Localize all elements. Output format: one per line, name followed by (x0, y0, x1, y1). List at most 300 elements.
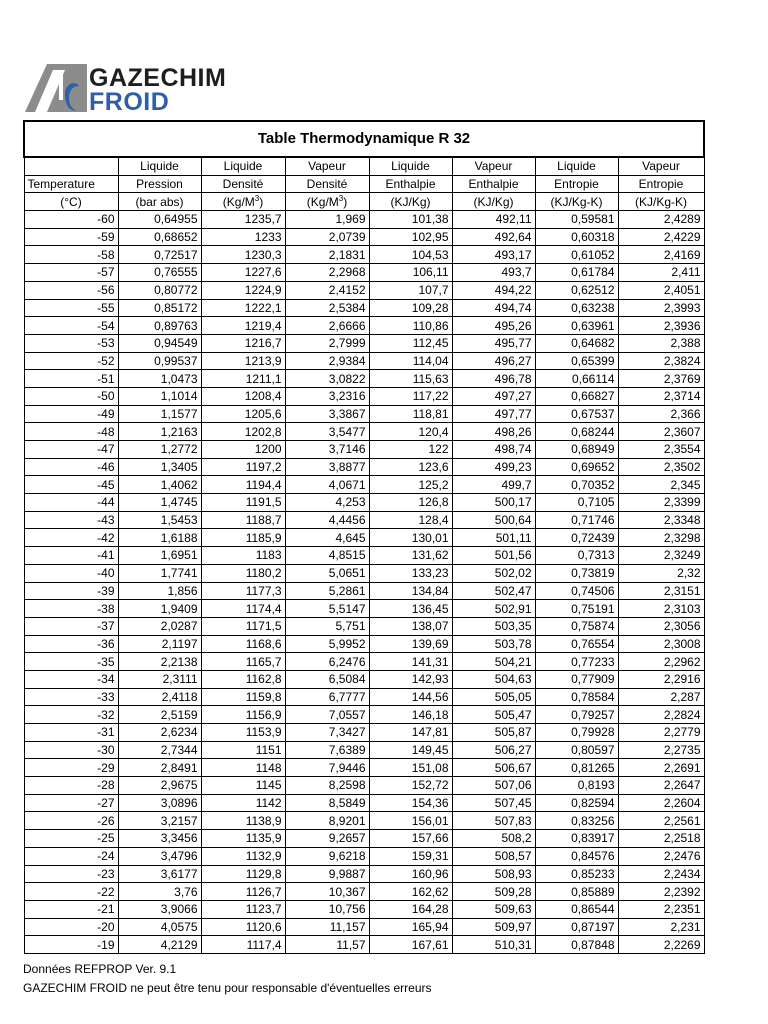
table-cell: 504,63 (452, 670, 535, 688)
table-cell: 507,45 (452, 794, 535, 812)
table-cell: 0,59581 (535, 211, 618, 229)
table-cell: 2,9384 (285, 352, 369, 370)
table-cell: 2,4289 (618, 211, 704, 229)
table-row (24, 865, 704, 883)
table-cell: 2,411 (618, 264, 704, 282)
table-cell: 7,9446 (285, 759, 369, 777)
table-row (24, 617, 704, 635)
table-cell: 3,2157 (118, 812, 201, 830)
table-cell: 126,8 (369, 494, 452, 512)
header-cell: Liquide (201, 157, 285, 175)
table-cell: 1227,6 (201, 264, 285, 282)
table-cell: 3,7146 (285, 441, 369, 459)
table-cell: 125,2 (369, 476, 452, 494)
table-row (24, 900, 704, 918)
table-cell: 0,83917 (535, 830, 618, 848)
table-cell: 2,2561 (618, 812, 704, 830)
table-cell: 509,28 (452, 883, 535, 901)
table-cell: 167,61 (369, 936, 452, 954)
gazechim-logo-mark-icon (25, 64, 87, 112)
table-cell: -21 (24, 900, 118, 918)
table-cell: 0,76555 (118, 264, 201, 282)
table-cell: 147,81 (369, 724, 452, 742)
table-cell: 3,76 (118, 883, 201, 901)
table-cell: 0,87848 (535, 936, 618, 954)
table-cell: 6,7777 (285, 688, 369, 706)
table-cell: 5,9952 (285, 635, 369, 653)
table-cell: 506,27 (452, 741, 535, 759)
header-row-2 (24, 175, 704, 193)
table-cell: -43 (24, 511, 118, 529)
table-cell: 2,8491 (118, 759, 201, 777)
table-cell: 2,0287 (118, 617, 201, 635)
table-cell: 5,0651 (285, 564, 369, 582)
table-cell: 1,6188 (118, 529, 201, 547)
table-cell: 0,79928 (535, 724, 618, 742)
table-cell: 0,73819 (535, 564, 618, 582)
header-row-1 (24, 157, 704, 175)
table-cell: 1,3405 (118, 458, 201, 476)
table-cell: 5,751 (285, 617, 369, 635)
table-cell: 0,81265 (535, 759, 618, 777)
table-cell: 1145 (201, 777, 285, 795)
table-cell: 2,3824 (618, 352, 704, 370)
header-cell: Densité (201, 175, 285, 193)
table-cell: -28 (24, 777, 118, 795)
table-cell: 1123,7 (201, 900, 285, 918)
table-cell: -48 (24, 423, 118, 441)
table-cell: 2,3008 (618, 635, 704, 653)
table-cell: 4,0671 (285, 476, 369, 494)
table-cell: 1,5453 (118, 511, 201, 529)
table-cell: 3,6177 (118, 865, 201, 883)
table-cell: 501,11 (452, 529, 535, 547)
table-cell: 1151 (201, 741, 285, 759)
table-row (24, 281, 704, 299)
table-cell: 10,756 (285, 900, 369, 918)
table-cell: 0,79257 (535, 706, 618, 724)
table-cell: 1194,4 (201, 476, 285, 494)
table-cell: 9,6218 (285, 847, 369, 865)
header-cell: Enthalpie (369, 175, 452, 193)
table-cell: 2,7999 (285, 334, 369, 352)
table-cell: 496,27 (452, 352, 535, 370)
table-cell: 0,71746 (535, 511, 618, 529)
table-cell: 3,5477 (285, 423, 369, 441)
table-cell: 3,4796 (118, 847, 201, 865)
table-cell: 144,56 (369, 688, 452, 706)
table-cell: 494,74 (452, 299, 535, 317)
table-cell: -41 (24, 547, 118, 565)
table-cell: 1162,8 (201, 670, 285, 688)
table-row (24, 936, 704, 954)
table-cell: 2,2351 (618, 900, 704, 918)
table-cell: 0,61784 (535, 264, 618, 282)
table-cell: 117,22 (369, 387, 452, 405)
table-cell: 2,2968 (285, 264, 369, 282)
table-cell: 3,0896 (118, 794, 201, 812)
table-cell: -34 (24, 670, 118, 688)
table-cell: 151,08 (369, 759, 452, 777)
table-cell: 0,76554 (535, 635, 618, 653)
table-cell: 503,35 (452, 617, 535, 635)
table-cell: 0,99537 (118, 352, 201, 370)
table-cell: 0,63238 (535, 299, 618, 317)
header-cell: Temperature (24, 175, 118, 193)
table-cell: 500,17 (452, 494, 535, 512)
table-cell: 0,64955 (118, 211, 201, 229)
table-row (24, 264, 704, 282)
table-cell: 2,3607 (618, 423, 704, 441)
header-cell: Entropie (618, 175, 704, 193)
table-cell: 3,8877 (285, 458, 369, 476)
table-cell: 0,60318 (535, 228, 618, 246)
table-cell: -23 (24, 865, 118, 883)
table-cell: -58 (24, 246, 118, 264)
table-cell: 1132,9 (201, 847, 285, 865)
table-cell: 2,2604 (618, 794, 704, 812)
table-cell: 1,7741 (118, 564, 201, 582)
table-cell: 2,6666 (285, 317, 369, 335)
table-cell: -51 (24, 370, 118, 388)
header-cell: Liquide (535, 157, 618, 175)
table-cell: 2,6234 (118, 724, 201, 742)
table-cell: -20 (24, 918, 118, 936)
table-row (24, 812, 704, 830)
table-cell: -27 (24, 794, 118, 812)
table-cell: -24 (24, 847, 118, 865)
table-cell: -25 (24, 830, 118, 848)
table-cell: 497,27 (452, 387, 535, 405)
table-cell: 8,2598 (285, 777, 369, 795)
table-cell: -49 (24, 405, 118, 423)
table-cell: 507,06 (452, 777, 535, 795)
table-row (24, 724, 704, 742)
table-cell: 5,5147 (285, 600, 369, 618)
table-row (24, 334, 704, 352)
table-row (24, 706, 704, 724)
table-cell: 139,69 (369, 635, 452, 653)
table-cell: 1222,1 (201, 299, 285, 317)
table-cell: -40 (24, 564, 118, 582)
table-cell: 159,31 (369, 847, 452, 865)
table-row (24, 458, 704, 476)
table-cell: 0,89763 (118, 317, 201, 335)
table-cell: 2,3936 (618, 317, 704, 335)
table-cell: 508,57 (452, 847, 535, 865)
header-cell: Densité (285, 175, 369, 193)
table-row (24, 441, 704, 459)
table-row (24, 830, 704, 848)
table-cell: 0,82594 (535, 794, 618, 812)
table-cell: -60 (24, 211, 118, 229)
table-cell: 2,0739 (285, 228, 369, 246)
header-cell: Entropie (535, 175, 618, 193)
unit-cell: (KJ/Kg-K) (535, 193, 618, 211)
table-row (24, 670, 704, 688)
table-cell: -44 (24, 494, 118, 512)
table-cell: 0,66114 (535, 370, 618, 388)
table-cell: 1197,2 (201, 458, 285, 476)
table-cell: 1120,6 (201, 918, 285, 936)
header-cell: Vapeur (618, 157, 704, 175)
table-cell: 0,61052 (535, 246, 618, 264)
header-cell: Vapeur (452, 157, 535, 175)
table-cell: 4,253 (285, 494, 369, 512)
table-cell: 1,2772 (118, 441, 201, 459)
table-cell: 157,66 (369, 830, 452, 848)
table-row (24, 741, 704, 759)
table-cell: -57 (24, 264, 118, 282)
table-cell: 1126,7 (201, 883, 285, 901)
table-cell: 2,2518 (618, 830, 704, 848)
table-cell: 1183 (201, 547, 285, 565)
table-cell: 0,86544 (535, 900, 618, 918)
table-cell: 506,67 (452, 759, 535, 777)
table-cell: 493,7 (452, 264, 535, 282)
table-cell: 0,69652 (535, 458, 618, 476)
table-row (24, 370, 704, 388)
table-cell: 2,4051 (618, 281, 704, 299)
table-cell: 11,157 (285, 918, 369, 936)
table-cell: 2,4169 (618, 246, 704, 264)
table-cell: 0,64682 (535, 334, 618, 352)
table-cell: 131,62 (369, 547, 452, 565)
table-cell: 1,1577 (118, 405, 201, 423)
table-cell: 2,2779 (618, 724, 704, 742)
table-cell: 6,2476 (285, 653, 369, 671)
table-cell: 2,2916 (618, 670, 704, 688)
table-cell: 7,6389 (285, 741, 369, 759)
table-cell: -29 (24, 759, 118, 777)
table-row (24, 529, 704, 547)
table-row (24, 299, 704, 317)
table-cell: 505,87 (452, 724, 535, 742)
table-cell: 104,53 (369, 246, 452, 264)
table-cell: 0,68949 (535, 441, 618, 459)
table-cell: -32 (24, 706, 118, 724)
table-cell: 2,5159 (118, 706, 201, 724)
brand-name-line1: GAZECHIM (89, 64, 227, 92)
table-row (24, 564, 704, 582)
table-cell: 509,63 (452, 900, 535, 918)
table-cell: 0,74506 (535, 582, 618, 600)
table-row (24, 547, 704, 565)
table-cell: 130,01 (369, 529, 452, 547)
table-cell: -53 (24, 334, 118, 352)
table-cell: 501,56 (452, 547, 535, 565)
table-cell: 133,23 (369, 564, 452, 582)
table-cell: -33 (24, 688, 118, 706)
table-cell: 499,23 (452, 458, 535, 476)
table-cell: 1177,3 (201, 582, 285, 600)
table-cell: 2,2962 (618, 653, 704, 671)
table-cell: 2,3502 (618, 458, 704, 476)
table-cell: 10,367 (285, 883, 369, 901)
table-cell: 503,78 (452, 635, 535, 653)
table-cell: 0,7105 (535, 494, 618, 512)
table-cell: 494,22 (452, 281, 535, 299)
unit-cell: (bar abs) (118, 193, 201, 211)
table-cell: 2,2647 (618, 777, 704, 795)
table-cell: 11,57 (285, 936, 369, 954)
table-cell: 1168,6 (201, 635, 285, 653)
table-cell: 2,366 (618, 405, 704, 423)
table-cell: 2,3249 (618, 547, 704, 565)
table-cell: 0,75874 (535, 617, 618, 635)
table-cell: -55 (24, 299, 118, 317)
table-cell: 1,969 (285, 211, 369, 229)
table-cell: 502,02 (452, 564, 535, 582)
header-cell (24, 157, 118, 175)
table-cell: -35 (24, 653, 118, 671)
table-row (24, 918, 704, 936)
unit-cell: (KJ/Kg) (452, 193, 535, 211)
table-cell: 112,45 (369, 334, 452, 352)
table-cell: 0,62512 (535, 281, 618, 299)
table-cell: -59 (24, 228, 118, 246)
table-cell: 1,9409 (118, 600, 201, 618)
table-cell: 1,4062 (118, 476, 201, 494)
table-cell: 136,45 (369, 600, 452, 618)
table-row (24, 423, 704, 441)
table-cell: 1185,9 (201, 529, 285, 547)
table-cell: 0,83256 (535, 812, 618, 830)
table-cell: 1213,9 (201, 352, 285, 370)
table-cell: 2,1831 (285, 246, 369, 264)
table-cell: 2,7344 (118, 741, 201, 759)
table-cell: 0,85172 (118, 299, 201, 317)
table-cell: 2,2138 (118, 653, 201, 671)
table-cell: 1191,5 (201, 494, 285, 512)
table-row (24, 688, 704, 706)
table-cell: 2,2735 (618, 741, 704, 759)
table-cell: 502,91 (452, 600, 535, 618)
footer-source: Données REFPROP Ver. 9.1 (23, 962, 177, 976)
table-cell: 495,77 (452, 334, 535, 352)
table-cell: 2,4229 (618, 228, 704, 246)
table-cell: 493,17 (452, 246, 535, 264)
table-cell: 6,5084 (285, 670, 369, 688)
table-cell: 1200 (201, 441, 285, 459)
table-cell: 8,5849 (285, 794, 369, 812)
table-cell: 0,72439 (535, 529, 618, 547)
table-cell: 160,96 (369, 865, 452, 883)
table-cell: -26 (24, 812, 118, 830)
table-cell: 3,0822 (285, 370, 369, 388)
table-cell: 1135,9 (201, 830, 285, 848)
table-cell: 1208,4 (201, 387, 285, 405)
table-row (24, 228, 704, 246)
table-cell: 2,4152 (285, 281, 369, 299)
table-cell: 0,75191 (535, 600, 618, 618)
table-cell: 164,28 (369, 900, 452, 918)
table-cell: 1174,4 (201, 600, 285, 618)
table-cell: 1,0473 (118, 370, 201, 388)
table-cell: 1219,4 (201, 317, 285, 335)
table-cell: -38 (24, 600, 118, 618)
table-cell: 149,45 (369, 741, 452, 759)
unit-cell: (°C) (24, 193, 118, 211)
table-cell: 2,1197 (118, 635, 201, 653)
table-cell: 502,47 (452, 582, 535, 600)
table-row (24, 635, 704, 653)
table-row (24, 794, 704, 812)
table-title: Table Thermodynamique R 32 (24, 121, 704, 157)
table-cell: 8,9201 (285, 812, 369, 830)
table-cell: 101,38 (369, 211, 452, 229)
table-cell: 2,2269 (618, 936, 704, 954)
table-cell: 495,26 (452, 317, 535, 335)
table-row (24, 211, 704, 229)
table-cell: 1233 (201, 228, 285, 246)
table-cell: 505,05 (452, 688, 535, 706)
table-cell: 2,2691 (618, 759, 704, 777)
table-row (24, 476, 704, 494)
table-cell: 0,70352 (535, 476, 618, 494)
table-cell: 1171,5 (201, 617, 285, 635)
unit-cell: $(Kg/M^3)$ (201, 193, 285, 211)
table-cell: 497,77 (452, 405, 535, 423)
table-cell: 499,7 (452, 476, 535, 494)
table-cell: 1117,4 (201, 936, 285, 954)
table-cell: 5,2861 (285, 582, 369, 600)
table-cell: 0,84576 (535, 847, 618, 865)
table-row (24, 847, 704, 865)
table-cell: 154,36 (369, 794, 452, 812)
table-cell: 2,3769 (618, 370, 704, 388)
table-cell: 0,80772 (118, 281, 201, 299)
table-row (24, 246, 704, 264)
table-cell: 3,3867 (285, 405, 369, 423)
table-cell: 4,4456 (285, 511, 369, 529)
table-cell: 0,68652 (118, 228, 201, 246)
table-cell: 141,31 (369, 653, 452, 671)
table-cell: 0,63961 (535, 317, 618, 335)
header-cell: Pression (118, 175, 201, 193)
header-cell: Vapeur (285, 157, 369, 175)
table-row (24, 777, 704, 795)
table-cell: 508,93 (452, 865, 535, 883)
table-cell: 510,31 (452, 936, 535, 954)
units-row (24, 193, 704, 211)
table-cell: 7,3427 (285, 724, 369, 742)
table-cell: -30 (24, 741, 118, 759)
table-cell: 3,3456 (118, 830, 201, 848)
table-cell: 123,6 (369, 458, 452, 476)
table-cell: 504,21 (452, 653, 535, 671)
table-cell: 1,6951 (118, 547, 201, 565)
table-cell: -45 (24, 476, 118, 494)
table-cell: 146,18 (369, 706, 452, 724)
table-cell: -36 (24, 635, 118, 653)
table-cell: 2,3993 (618, 299, 704, 317)
table-cell: 492,64 (452, 228, 535, 246)
table-cell: 0,77233 (535, 653, 618, 671)
table-cell: -37 (24, 617, 118, 635)
table-cell: 2,3554 (618, 441, 704, 459)
table-cell: 118,81 (369, 405, 452, 423)
table-cell: 500,64 (452, 511, 535, 529)
table-cell: 1,2163 (118, 423, 201, 441)
table-cell: 2,32 (618, 564, 704, 582)
table-cell: 509,97 (452, 918, 535, 936)
table-cell: 2,3714 (618, 387, 704, 405)
table-row (24, 582, 704, 600)
table-cell: 1180,2 (201, 564, 285, 582)
table-cell: 1188,7 (201, 511, 285, 529)
footer-disclaimer: GAZECHIM FROID ne peut être tenu pour responsable d'éventuelles erreurs (23, 981, 432, 995)
